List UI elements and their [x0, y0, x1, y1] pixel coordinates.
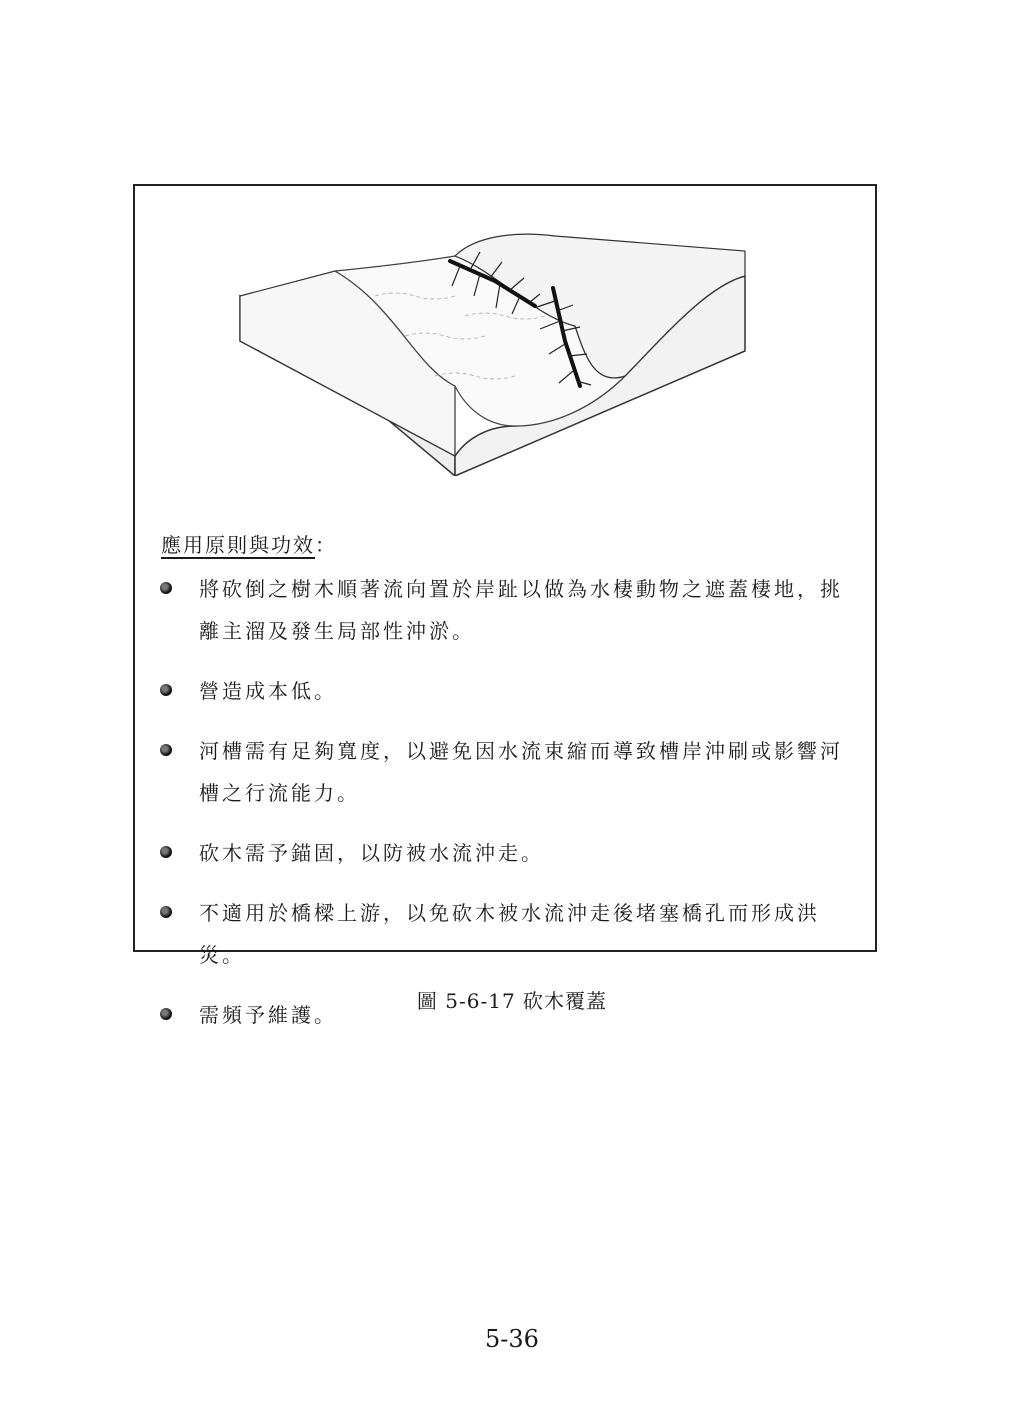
list-item: 營造成本低。 — [157, 670, 857, 712]
page-number: 5-36 — [485, 1325, 539, 1353]
list-item: 需頻予維護。 — [157, 994, 857, 1036]
bullet-icon — [160, 846, 172, 858]
list-item: 河槽需有足夠寬度，以避免因水流束縮而導致槽岸沖刷或影響河槽之行流能力。 — [157, 730, 857, 814]
principles-list — [157, 568, 857, 1054]
list-item: 將砍倒之樹木順著流向置於岸趾以做為水棲動物之遮蓋棲地，挑離主溜及發生局部性沖淤。 — [157, 568, 857, 652]
bullet-icon — [160, 906, 172, 918]
principles-heading: 應用原則與功效： — [161, 533, 337, 557]
bullet-icon — [160, 744, 172, 756]
bullet-icon — [160, 582, 172, 594]
bullet-icon — [160, 684, 172, 696]
channel-tree-cover-illustration — [235, 226, 755, 476]
figure-caption: 圖 5-6-17 砍木覆蓋 — [416, 989, 608, 1013]
list-item: 砍木需予錨固，以防被水流沖走。 — [157, 832, 857, 874]
list-item: 不適用於橋樑上游，以免砍木被水流沖走後堵塞橋孔而形成洪災。 — [157, 892, 857, 976]
